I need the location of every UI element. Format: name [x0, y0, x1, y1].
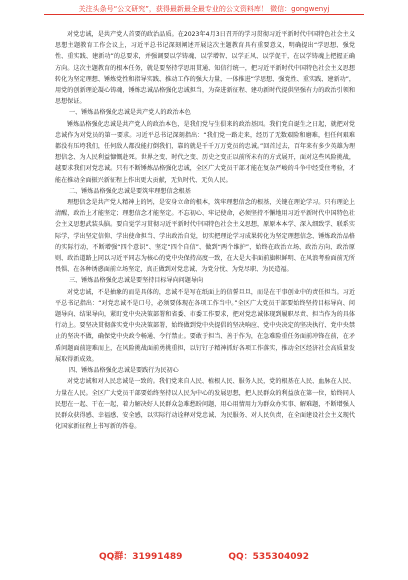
section-heading-1: 一、锤炼品格强化忠诚是共产党人的政治本色 — [69, 109, 191, 117]
section-heading-4: 四、锤炼品格强化忠诚是要践行为民初心 — [69, 367, 179, 375]
body-paragraph: 锤炼品格强化忠诚是共产党人的政治本色，是我们党与生俱来的政治基因。我们党自诞生之日起，就把对党忠诚作为对党员的第一要求。习近平总书记深刻指出：“我们党一路走来，经历了无数艰险和磨难，但任何艰难都没有压垮我们，任何敌人都没能打倒我们，靠的就是千千万万党员的忠诚。”回首过去，百年来有多少英雄为理想信念、为人民利益慷慨赴死。世界之变、时代之变、历史之变正以前所未有的方式展开，面对这些风险挑战，越要求我们对党忠诚。只有不断锤炼品格强化忠诚，全区广大党员干部才能在复杂严峻的斗争中经受住考验，才能在推动全面振兴新征程上作出更大贡献，无负时代、无负人民。 — [55, 120, 355, 184]
body-paragraph: 理想信念是共产党人精神上的钙，是安身立命的根本，筑牢理想信念的根基，关键在理论学习。只有理论上清醒，政治上才能坚定；理想信念才能坚定。不忘初心、牢记使命，必须坚持不懈地用习近平新时代中国特色社会主义思想武装头脑。要自觉学习贯彻习近平新时代中国特色社会主义思想，原原本本学、深入细致学、联系实际学，学出坚定信仰、学出使命担当、学出政治自觉，切实把理论学习成果转化为坚定理想信念、锤炼政治品格的实际行动，不断增强“四个意识”、坚定“四个自信”、做到“两个维护”，始终在政治立场、政治方向、政治原则、政治道路上同以习近平同志为核心的党中央保持高度一致，在大是大非面前旗帜鲜明、在风浪考验面前无所畏惧、在各种诱惑面前立场坚定，真正做到对党忠诚、为党分忧、为党尽职、为民造福。 — [55, 199, 355, 274]
footer-qq-group: QQ群：31991489 — [98, 552, 183, 562]
banner-underline — [44, 14, 364, 15]
footer-qq-number: QQ：535304092 — [228, 552, 310, 562]
body-paragraph: 对党忠诚和对人民忠诚是一致的。我们党来自人民、植根人民、服务人民，党的根基在人民、血脉在人民、力量在人民。全区广大党员干部要始终坚持以人民为中心的发展思想，把人民群众的利益放在第一位，始终同人民想在一起、干在一起，着力解决好人民群众急难愁盼问题，用心用情用力为群众办实事、解难题，不断增强人民群众获得感、幸福感、安全感，以实际行动诠释对党忠诚、为民服务、对人民负责，在全面建设社会主义现代化国家新征程上书写新的答卷。 — [55, 378, 355, 431]
document-body — [55, 29, 355, 432]
watermark-banner: 关注头条号“公文研究”，获得最新最全最专业的公文资料库！ 微信：gongwenyj — [78, 5, 330, 13]
body-paragraph: 对党忠诚，不是抽象的而是具体的，忠诚不是写在纸面上的信誓旦旦，而是在干事创业中的责任担当。习近平总书记指出：“对党忠诚不是口号，必须要体现在各项工作当中。”全区广大党员干部要始终坚持目标导向、问题导向、结果导向，紧盯党中央决策部署和省委、市委工作要求，把对党忠诚体现到履职尽责、担当作为的具体行动上。要坚决贯彻落实党中央决策部署，始终做到党中央提倡的坚决响应、党中央决定的坚决执行、党中央禁止的坚决不做，确保党中央政令畅通、令行禁止。要敢于担当、善于作为，在急难险重任务面前冲锋在前，在矛盾问题面前迎难而上，在风险挑战面前勇挑重担，以钉钉子精神抓好各项工作落实，推动全区经济社会高质量发展取得新成效。 — [55, 288, 355, 363]
section-heading-3: 三、锤炼品格强化忠诚是要坚持目标导向问题导向 — [69, 277, 204, 285]
section-heading-2: 二、锤炼品格强化忠诚是要筑牢理想信念根基 — [69, 187, 191, 195]
intro-paragraph: 对党忠诚，是共产党人首要的政治品质。在2023年4月3日召开的学习贯彻习近平新时代中国特色社会主义思想主题教育工作会议上，习近平总书记深刻阐述开展这次主题教育具有重要意义，明确提出“学思想、强党性、重实践、建新功”的总要求，并强调要以学铸魂、以学增智、以学正风、以学促干，在以学铸魂上把握正确方向。这次主题教育的根本任务，就是要坚持学思用贯通、知信行统一，把习近平新时代中国特色社会主义思想转化为坚定理想、锤炼党性和指导实践、推动工作的强大力量，一体推进“学思想、强党性、重实践、建新功”，用党的创新理论凝心铸魂，锤炼忠诚品格强化忠诚担当，为奋进新征程、建功新时代提供坚强有力的政治引领和思想保证。 — [55, 31, 355, 106]
footer-contact — [0, 551, 408, 563]
